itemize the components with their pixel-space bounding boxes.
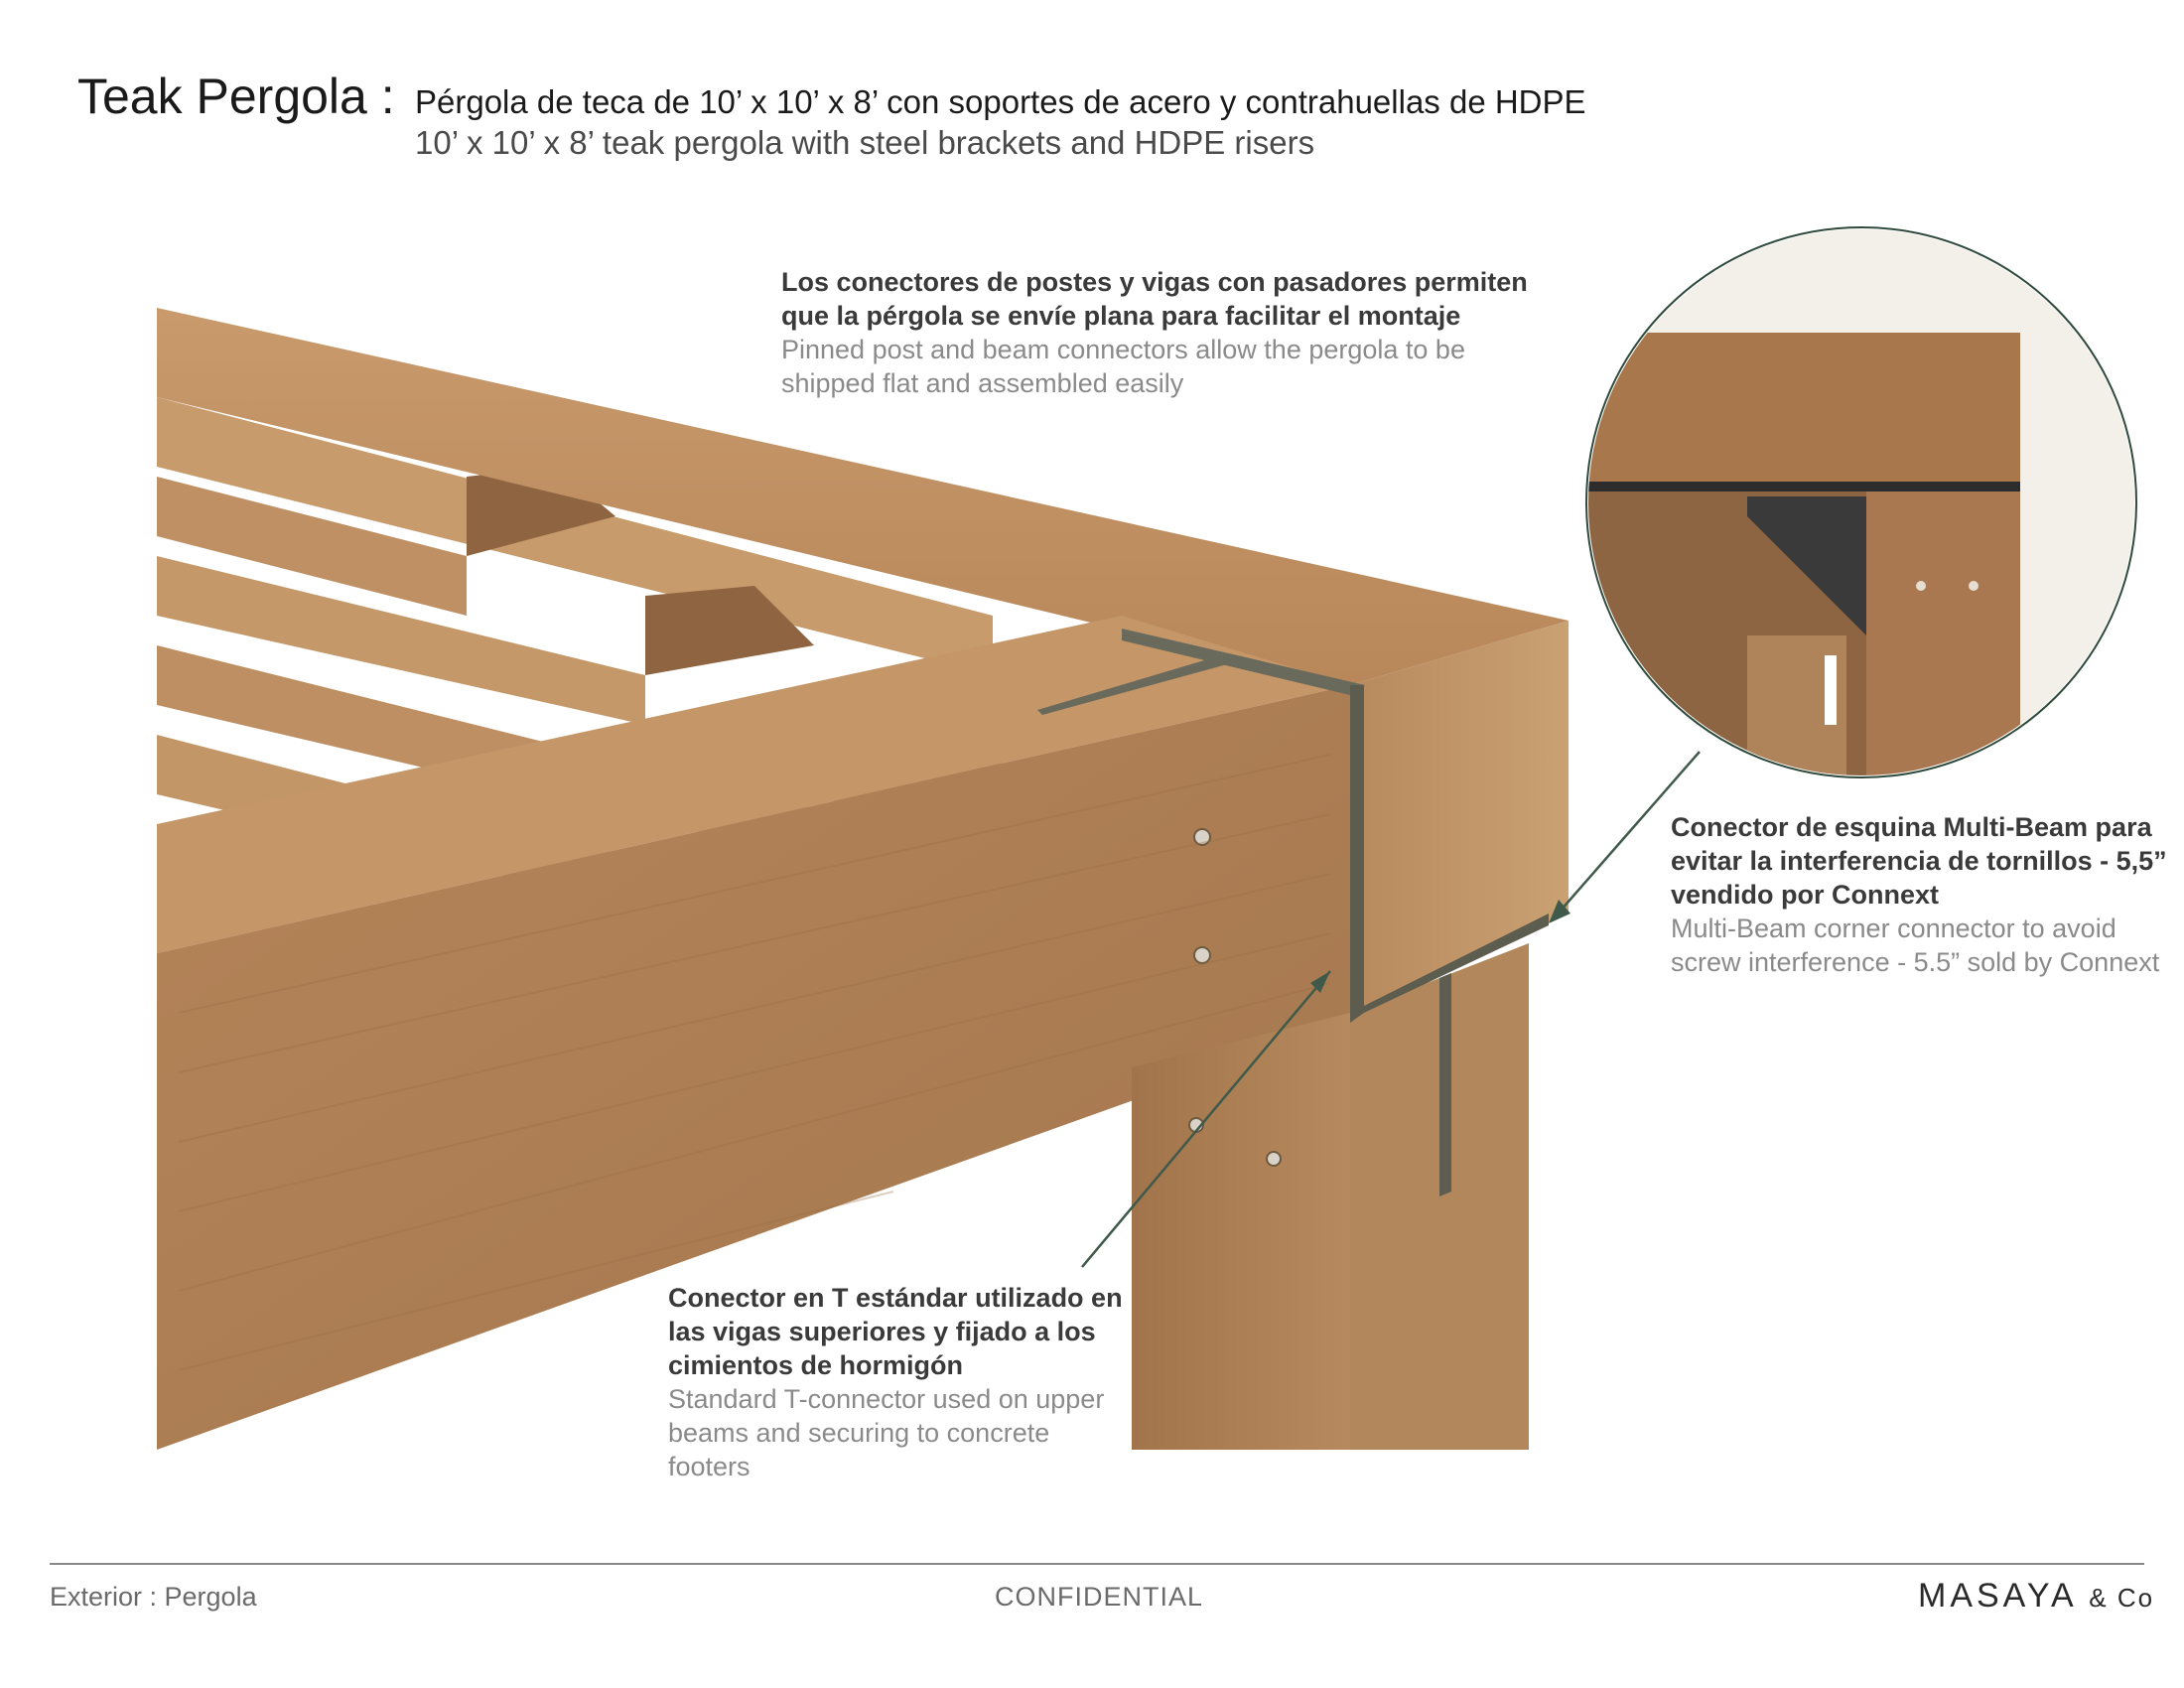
detail-inset [1569, 227, 2164, 794]
beam-end-face [1350, 621, 1569, 1013]
screw [1194, 947, 1210, 963]
subtitle-spanish: Pérgola de teca de 10’ x 10’ x 8’ con soportes de acero y contrahuellas de HDPE [415, 83, 1586, 120]
detail-beam [1569, 333, 2020, 482]
detail-slot [1825, 655, 1837, 725]
annotation-bottom-es: Conector en T estándar utilizado en las vigas superiores y fijado a los cimientos de hormigón [668, 1283, 1123, 1380]
screw [1916, 581, 1926, 591]
brand-logo-main: MASAYA [1918, 1577, 2076, 1615]
annotation-top [781, 265, 1536, 400]
detail-bracket-top [1569, 482, 2020, 492]
footer-section-label: Exterior : Pergola [50, 1582, 257, 1612]
post-bracket-vertical [1439, 973, 1451, 1196]
footer-divider [50, 1563, 2144, 1565]
corner-bracket-vertical [1350, 685, 1364, 1023]
annotation-top-en: Pinned post and beam connectors allow the pergola to be shipped flat and assembled easily [781, 335, 1465, 398]
subtitle-english: 10’ x 10’ x 8’ teak pergola with steel brackets and HDPE risers [415, 124, 1315, 161]
annotation-bottom [668, 1281, 1135, 1483]
annotation-right-es: Conector de esquina Multi-Beam para evitar la interferencia de tornillos - 5,5” vendido por Connext [1671, 812, 2167, 910]
screw [1969, 581, 1979, 591]
brand-logo-suffix: & Co [2089, 1583, 2155, 1613]
brand-logo [1918, 1577, 2154, 1616]
page-title: Teak Pergola : [77, 69, 395, 124]
screw [1267, 1152, 1281, 1166]
main-render [157, 308, 1569, 1450]
detail-post [1866, 492, 2020, 794]
annotation-right-en: Multi-Beam corner connector to avoid screw interference - 5.5” sold by Connext [1671, 914, 2160, 977]
annotation-right [1671, 810, 2184, 979]
annotation-bottom-en: Standard T-connector used on upper beams and securing to concrete footers [668, 1384, 1105, 1481]
annotation-top-es: Los conectores de postes y vigas con pasadores permiten que la pérgola se envíe plana para facilitar el montaje [781, 267, 1528, 331]
footer-confidential-label: CONFIDENTIAL [995, 1582, 1204, 1612]
